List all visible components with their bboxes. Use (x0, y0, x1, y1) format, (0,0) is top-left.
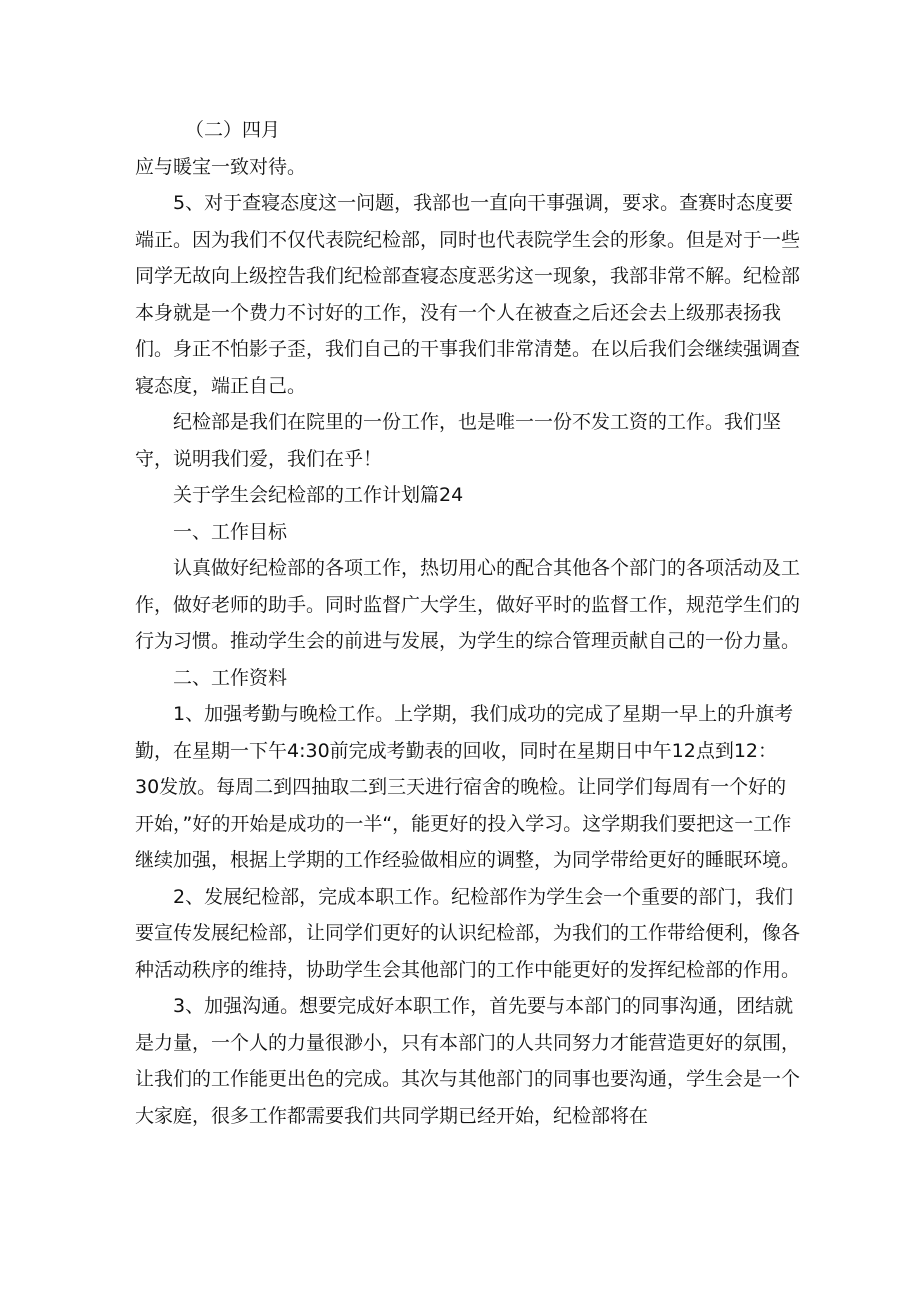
paragraph-item-5: 5、对于查寝态度这一问题，我部也一直向干事强调，要求。查赛时态度要端正。因为我们不仅代表院纪检部，同时也代表院学生会的形象。但是对于一些同学无故向上级控告我们纪检部查寝态度恶劣这一现象，我部非常不解。纪检部本身就是一个费力不讨好的工作，没有一个人在被查之后还会去上级那表扬我们。身正不怕影子歪，我们自己的干事我们非常清楚。在以后我们会继续强调查寝态度，端正自己。 (135, 192, 801, 397)
paragraph-continuation: 应与暖宝一致对待。 (135, 155, 307, 178)
section-heading-goal: 一、工作目标 (173, 520, 288, 543)
paragraph-item-3: 3、加强沟通。想要完成好本职工作，首先要与本部门的同事沟通，团结就是力量，一个人的力量很渺小，只有本部门的人共同努力才能营造更好的氛围，让我们的工作能更出色的完成。其次与其他部门的同事也要沟通，学生会是一个大家庭，很多工作都需要我们共同学期已经开始，纪检部将在 (135, 995, 801, 1127)
paragraph-goal: 认真做好纪检部的各项工作，热切用心的配合其他各个部门的各项活动及工作，做好老师的助手。同时监督广大学生，做好平时的监督工作，规范学生们的行为习惯。推动学生会的前进与发展，为学生的综合管理贡献自己的一份力量。 (135, 557, 801, 652)
paragraph-item-1: 1、加强考勤与晚检工作。上学期，我们成功的完成了星期一早上的升旗考勤，在星期一下午4:30前完成考勤表的回收，同时在星期日中午12点到12：30发放。每周二到四抽取二到三天进行宿舍的晚检。让同学们每周有一个好的开始，”好的开始是成功的一半“，能更好的投入学习。这学期我们要把这一工作继续加强，根据上学期的工作经验做相应的调整，为同学带给更好的睡眠环境。 (135, 703, 801, 871)
document-body (135, 112, 800, 1134)
document-title-24: 关于学生会纪检部的工作计划篇24 (173, 484, 464, 506)
paragraph-item-2: 2、发展纪检部，完成本职工作。纪检部作为学生会一个重要的部门，我们要宣传发展纪检部，让同学们更好的认识纪检部，为我们的工作带给便利，像各种活动秩序的维持，协助学生会其他部门的工作中能更好的发挥纪检部的作用。 (135, 885, 801, 981)
section-heading-materials: 二、工作资料 (173, 666, 288, 689)
heading-april: （二）四月 (185, 119, 281, 141)
paragraph-closing: 纪检部是我们在院里的一份工作，也是唯一一份不发工资的工作。我们坚守，说明我们爱，我们在乎！ (135, 411, 782, 470)
